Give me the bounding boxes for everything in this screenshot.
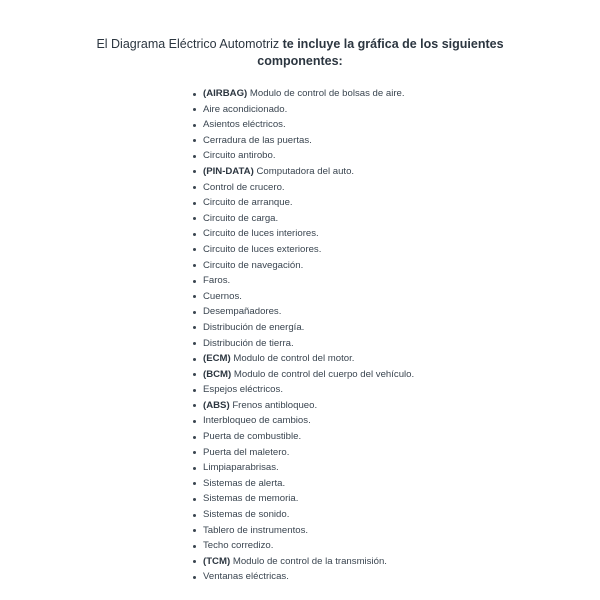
component-label: Faros. [203,275,231,287]
bullet-icon [193,529,196,532]
component-label: Tablero de instrumentos. [203,524,309,536]
component-label: Modulo de control de la transmisión. [230,555,387,567]
list-item [203,429,414,445]
bullet-icon [193,389,196,392]
list-item [203,569,414,585]
component-code: (AIRBAG) [203,88,248,99]
component-label: Modulo de control del cuerpo del vehículo. [231,368,415,380]
list-item [203,304,414,320]
bullet-icon [193,358,196,361]
bullet-icon [193,170,196,173]
bullet-icon [193,545,196,548]
component-label: Circuito de navegación. [203,259,304,271]
component-label: Ventanas eléctricas. [203,571,289,583]
component-label: Cerradura de las puertas. [203,134,312,146]
component-label: Puerta del maletero. [203,446,290,458]
bullet-icon [193,576,196,579]
intro-heading-lead: El Diagrama Eléctrico Automotriz [96,37,283,51]
list-item [203,242,414,258]
component-label: Aire acondicionado. [203,103,288,115]
component-label: Sistemas de memoria. [203,493,299,505]
bullet-icon [193,264,196,267]
list-item [203,180,414,196]
component-code: (ABS) [203,399,230,411]
list-item [203,476,414,492]
component-code: (ECM) [203,353,231,365]
bullet-icon [193,420,196,423]
component-list [203,86,414,585]
bullet-icon [193,124,196,127]
component-label: Control de crucero. [203,181,285,193]
bullet-icon [193,451,196,454]
bullet-icon [193,93,196,96]
bullet-icon [193,514,196,517]
bullet-icon [193,186,196,189]
bullet-icon [193,498,196,501]
component-label: Modulo de control de bolsas de aire. [247,88,405,99]
list-item [203,258,414,274]
component-label: Espejos eléctricos. [203,384,283,396]
component-label: Techo corredizo. [203,540,274,552]
component-label: Cuernos. [203,290,242,302]
component-code: (TCM) [203,555,231,567]
component-label: Circuito de luces interiores. [203,228,319,240]
bullet-icon [193,139,196,142]
bullet-icon [193,342,196,345]
bullet-icon [193,155,196,158]
list-item [203,102,414,118]
list-item [203,507,414,523]
bullet-icon [193,326,196,329]
bullet-icon [193,373,196,376]
bullet-icon [193,108,196,111]
bullet-icon [193,248,196,251]
component-label: Distribución de tierra. [203,337,294,349]
list-item [203,86,414,102]
list-item [203,523,414,539]
component-label: Circuito de luces exteriores. [203,243,322,255]
intro-heading-bold: te incluye la gráfica de los siguientes componentes: [257,37,504,68]
component-label: Desempañadores. [203,306,282,318]
list-item [203,320,414,336]
list-item [203,164,414,180]
component-label: Frenos antibloqueo. [229,399,318,411]
list-item [203,117,414,133]
component-label: Distribución de energía. [203,321,305,333]
list-item [203,413,414,429]
component-label: Computadora del auto. [253,165,355,177]
bullet-icon [193,467,196,470]
list-item [203,226,414,242]
list-item [203,211,414,227]
bullet-icon [193,295,196,298]
bullet-icon [193,202,196,205]
intro-heading [60,36,540,70]
list-item [203,133,414,149]
component-label: Circuito antirobo. [203,150,276,162]
list-item [203,351,414,367]
component-label: Sistemas de alerta. [203,477,286,489]
component-label: Modulo de control del motor. [230,353,355,365]
list-item [203,491,414,507]
component-label: Interbloqueo de cambios. [203,415,311,427]
list-item [203,195,414,211]
list-item [203,273,414,289]
component-label: Asientos eléctricos. [203,119,286,131]
component-code: (PIN-DATA) [203,165,254,177]
bullet-icon [193,280,196,283]
list-item [203,460,414,476]
component-label: Circuito de arranque. [203,197,293,209]
bullet-icon [193,436,196,439]
bullet-icon [193,560,196,563]
component-label: Sistemas de sonido. [203,509,290,521]
list-item [203,398,414,414]
bullet-icon [193,404,196,407]
list-item [203,554,414,570]
list-item [203,445,414,461]
bullet-icon [193,482,196,485]
list-item [203,148,414,164]
bullet-icon [193,233,196,236]
component-label: Limpiaparabrisas. [203,462,279,474]
bullet-icon [193,311,196,314]
list-item [203,289,414,305]
component-label: Circuito de carga. [203,212,279,224]
list-item [203,367,414,383]
component-code: (BCM) [203,368,232,380]
component-label: Puerta de combustible. [203,431,302,443]
list-item [203,382,414,398]
bullet-icon [193,217,196,220]
list-item [203,336,414,352]
list-item [203,538,414,554]
